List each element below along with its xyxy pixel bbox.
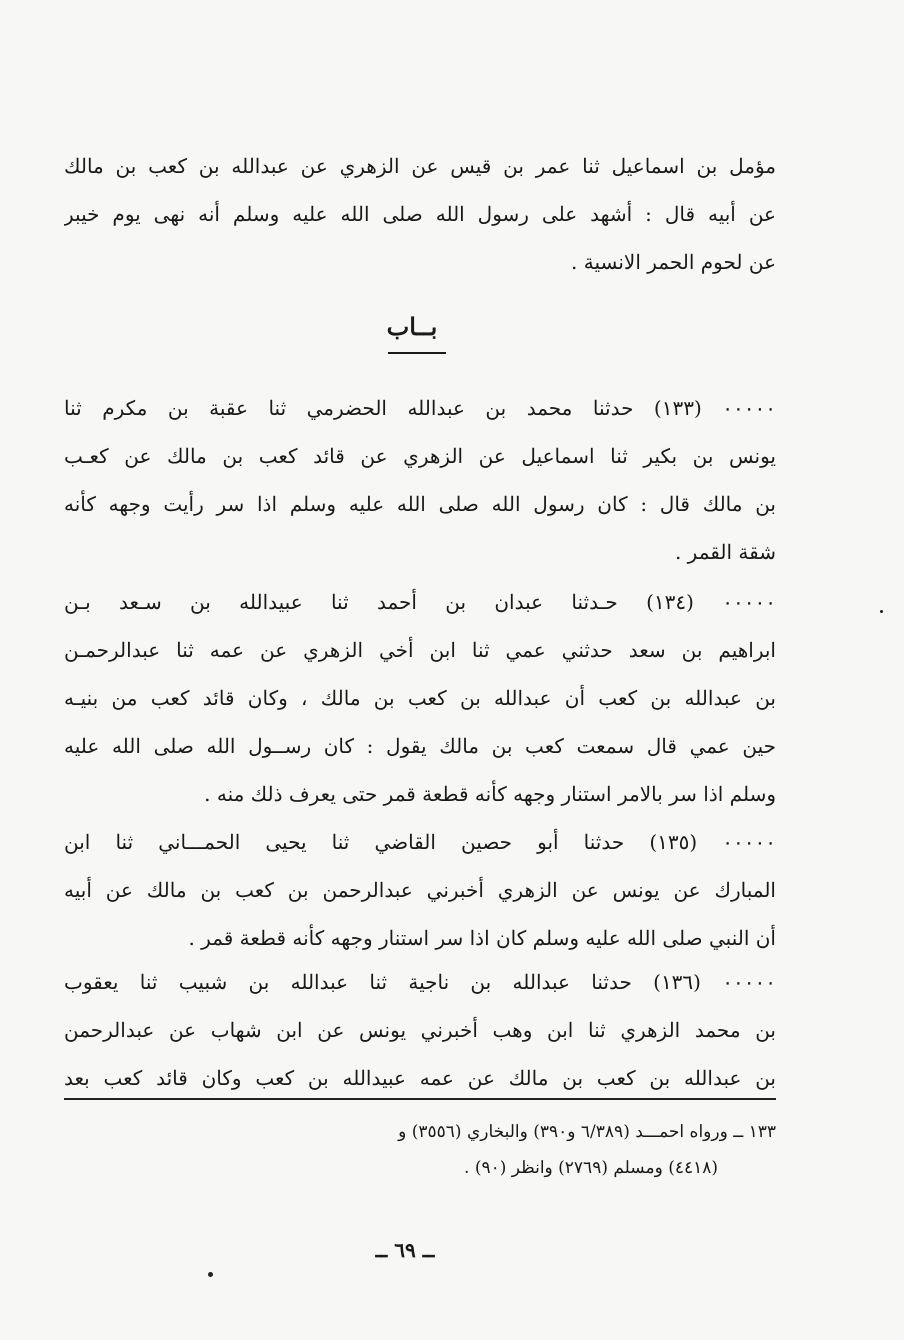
hadith-135 — [64, 818, 776, 962]
text-line: ٠٠٠٠٠ (١٣٦) حدثنا عبدالله بن ناجية ثنا عبدالله بن شبيب ثنا يعقوب — [64, 970, 776, 994]
text-line: يونس بن بكير ثنا اسماعيل عن الزهري عن قائد كعب بن مالك عن كعـب — [64, 444, 776, 468]
text-line: عن أبيه قال : أشهد على رسول الله صلى الله عليه وسلم أنه نهى يوم خيبر — [64, 202, 776, 226]
text-line: ٠٠٠٠٠ (١٣٤) حـدثنا عبدان بن أحمد ثنا عبيدالله بن سـعد بـن — [64, 590, 776, 614]
opening-paragraph — [64, 142, 776, 286]
hadith-133 — [64, 384, 776, 576]
scan-speck — [208, 1272, 213, 1277]
scan-speck — [880, 610, 883, 613]
hadith-136 — [64, 958, 776, 1102]
text-line: المبارك عن يونس عن الزهري أخبرني عبدالرحمن بن كعب بن مالك عن أبيه — [64, 878, 776, 902]
footnote-line: ١٣٣ ــ ورواه احمـــد (٦/٣٨٩ و٣٩٠) والبخاري (٣٥٥٦) و — [398, 1122, 776, 1142]
text-line: مؤمل بن اسماعيل ثنا عمر بن قيس عن الزهري عن عبدالله بن كعب بن مالك — [64, 154, 776, 178]
text-line: ٠٠٠٠٠ (١٣٣) حدثنا محمد بن عبدالله الحضرمي ثنا عقبة بن مكرم ثنا — [64, 396, 776, 420]
text-line: بن عبدالله بن كعب بن مالك عن عمه عبيدالله بن كعب وكان قائد كعب بعد — [64, 1066, 776, 1090]
text-line: ٠٠٠٠٠ (١٣٥) حدثنا أبو حصين القاضي ثنا يحيى الحمـــاني ثنا ابن — [64, 830, 776, 854]
hadith-134 — [64, 578, 776, 818]
text-line: عن لحوم الحمر الانسية . — [571, 250, 776, 274]
heading-underline — [388, 352, 446, 354]
text-line: ابراهيم بن سعد حدثني عمي ثنا ابن أخي الزهري عن عمه ثنا عبدالرحمـن — [64, 638, 776, 662]
page-number: ــ ٦٩ ــ — [375, 1238, 435, 1262]
text-line: بن عبدالله بن كعب أن عبدالله بن كعب بن مالك ، وكان قائد كعب من بنيـه — [64, 686, 776, 710]
footnote-separator — [64, 1098, 776, 1100]
text-line: بن مالك قال : كان رسول الله صلى الله عليه وسلم اذا سر رأيت وجهه كأنه — [64, 492, 776, 516]
footnote-line: (٤٤١٨) ومسلم (٢٧٦٩) وانظر (٩٠) . — [464, 1158, 718, 1178]
text-line: أن النبي صلى الله عليه وسلم كان اذا سر استنار وجهه كأنه قطعة قمر . — [188, 926, 776, 950]
text-line: وسلم اذا سر بالامر استنار وجهه كأنه قطعة قمر حتى يعرف ذلك منه . — [204, 782, 776, 806]
footnotes — [136, 1114, 776, 1186]
chapter-heading: بــاب — [386, 312, 438, 341]
text-line: شقة القمر . — [674, 540, 776, 564]
text-line: حين عمي قال سمعت كعب بن مالك يقول : كان رســول الله صلى الله عليه — [64, 734, 776, 758]
text-line: بن محمد الزهري ثنا ابن وهب أخبرني يونس عن ابن شهاب عن عبدالرحمن — [64, 1018, 776, 1042]
